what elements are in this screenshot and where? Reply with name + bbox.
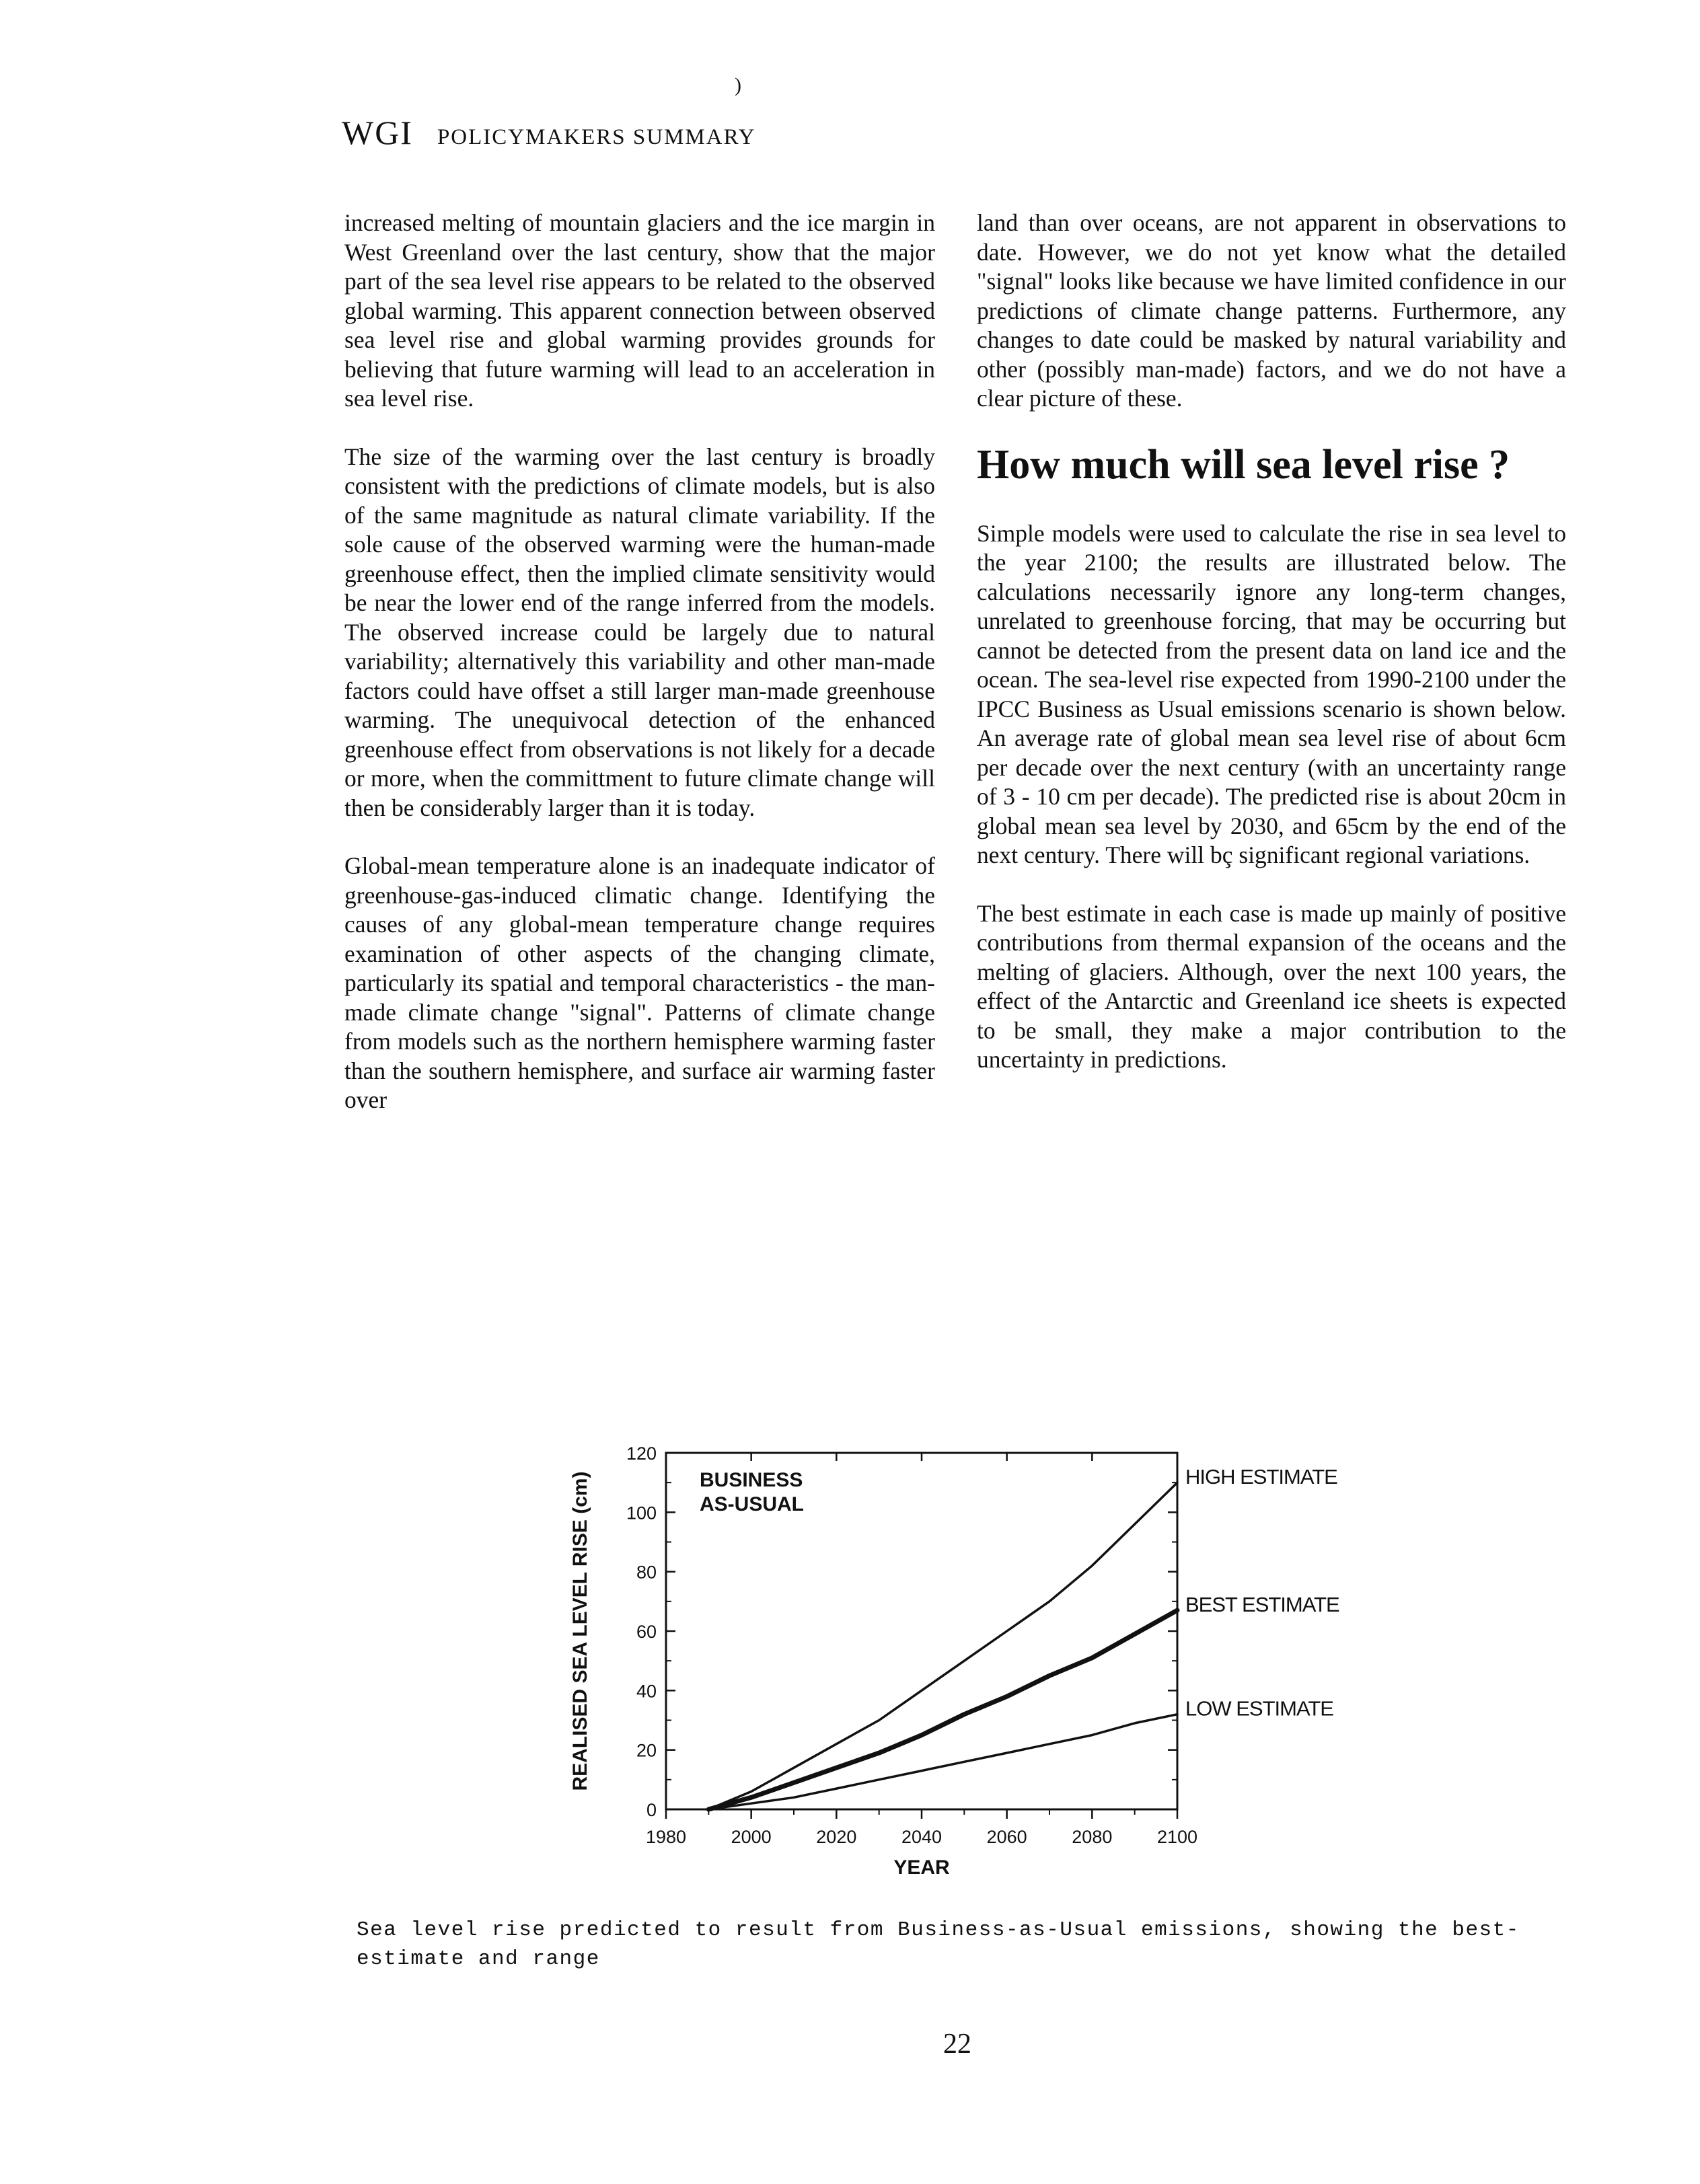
y-tick-label: 80 bbox=[636, 1562, 657, 1583]
x-tick-label: 1980 bbox=[645, 1827, 687, 1847]
paragraph: Global-mean temperature alone is an inadequate indicator of greenhouse-gas-induced climatic change. Identifying the causes of any global-mean temperature change requires examination of other aspects of the changing climate, particularly its spatial and temporal characteristics - the man-made climate change "signal". Patterns of climate change from models such as the northern hemisphere warming faster than the southern hemisphere, and surface air warming faster over bbox=[344, 852, 935, 1113]
series-line-best-estimate bbox=[708, 1610, 1177, 1809]
paragraph: land than over oceans, are not apparent in observations to date. However, we do not yet know what the detailed "signal" looks like because we have limited confidence in our predictions of climate change patterns. Furthermore, any changes to date could be masked by natural variability and other (possibly man-made) factors, and we do not have a clear picture of these. bbox=[977, 209, 1566, 412]
series-label: HIGH ESTIMATE bbox=[1185, 1465, 1337, 1489]
inset-label: BUSINESS bbox=[700, 1469, 803, 1491]
paragraph: increased melting of mountain glaciers and the ice margin in West Greenland over the last century, show that the major part of the sea level rise appears to be related to the observed global warming. This apparent connection between observed sea level rise and global warming provides grounds for believing that future warming will lead to an acceleration in sea level rise. bbox=[344, 209, 935, 412]
series-line-high-estimate bbox=[708, 1482, 1177, 1809]
x-tick-label: 2020 bbox=[816, 1827, 857, 1847]
y-tick-label: 100 bbox=[626, 1503, 657, 1523]
figure-caption: Sea level rise predicted to result from Business-as-Usual emissions, showing the best-estimate and range bbox=[357, 1918, 1520, 1971]
x-tick-label: 2000 bbox=[731, 1827, 772, 1847]
inset-label: AS-USUAL bbox=[700, 1493, 804, 1515]
y-tick-label: 60 bbox=[636, 1622, 657, 1642]
right-column bbox=[977, 209, 1566, 1104]
y-tick-label: 40 bbox=[636, 1681, 657, 1702]
running-header bbox=[342, 113, 756, 152]
y-tick-label: 20 bbox=[636, 1740, 657, 1761]
section-heading: How much will sea level rise ? bbox=[977, 441, 1510, 488]
paragraph: The best estimate in each case is made up mainly of positive contributions from thermal expansion of the oceans and the melting of glaciers. Although, over the next 100 years, the effect of the Antarctic and Greenland ice sheets is expected to be small, they make a major contribution to the uncertainty in predictions. bbox=[977, 899, 1566, 1073]
page-number: 22 bbox=[943, 2029, 971, 2060]
series-label: BEST ESTIMATE bbox=[1185, 1593, 1339, 1617]
paragraph: Simple models were used to calculate the rise in sea level to the year 2100; the results are illustrated below. The calculations necessarily ignore any long-term changes, unrelated to greenhouse forcing, that may be occurring but cannot be detected from the present data on land ice and the ocean. The sea-level rise expected from 1990-2100 under the IPCC Business as Usual emissions scenario is shown below. An average rate of global mean sea level rise of about 6cm per decade over the next century (with an uncertainty range of 3 - 10 cm per decade). The predicted rise is about 20cm in global mean sea level by 2030, and 65cm by the end of the next century. There will bç significant regional variations. bbox=[977, 519, 1566, 868]
x-tick-label: 2060 bbox=[986, 1827, 1027, 1847]
paragraph: The size of the warming over the last century is broadly consistent with the predictions of climate models, but is also of the same magnitude as natural climate variability. If the sole cause of the observed warming were the human-made greenhouse effect, then the implied climate sensitivity would be near the lower end of the range inferred from the models. The observed increase could be largely due to natural variability; alternatively this variability and other man-made factors could have offset a still larger man-made greenhouse warming. The unequivocal detection of the enhanced greenhouse effect from observations is not likely for a decade or more, when the committment to future climate change will then be considerably larger than it is today. bbox=[344, 443, 935, 821]
header-title: POLICYMAKERS SUMMARY bbox=[437, 125, 756, 149]
y-axis-label: REALISED SEA LEVEL RISE (cm) bbox=[569, 1471, 591, 1791]
stray-mark: ) bbox=[735, 74, 741, 96]
x-axis-label: YEAR bbox=[893, 1856, 950, 1879]
y-tick-label: 0 bbox=[646, 1800, 657, 1820]
series-label: LOW ESTIMATE bbox=[1185, 1696, 1333, 1721]
x-tick-label: 2080 bbox=[1072, 1827, 1113, 1847]
x-tick-label: 2100 bbox=[1156, 1827, 1198, 1847]
chart-svg bbox=[552, 1419, 1393, 1890]
left-column bbox=[344, 209, 935, 1144]
series-line-low-estimate bbox=[708, 1715, 1177, 1809]
y-tick-label: 120 bbox=[626, 1443, 657, 1464]
sea-level-chart bbox=[552, 1419, 1393, 1890]
x-tick-label: 2040 bbox=[901, 1827, 943, 1847]
header-mark: WGI bbox=[342, 114, 413, 151]
